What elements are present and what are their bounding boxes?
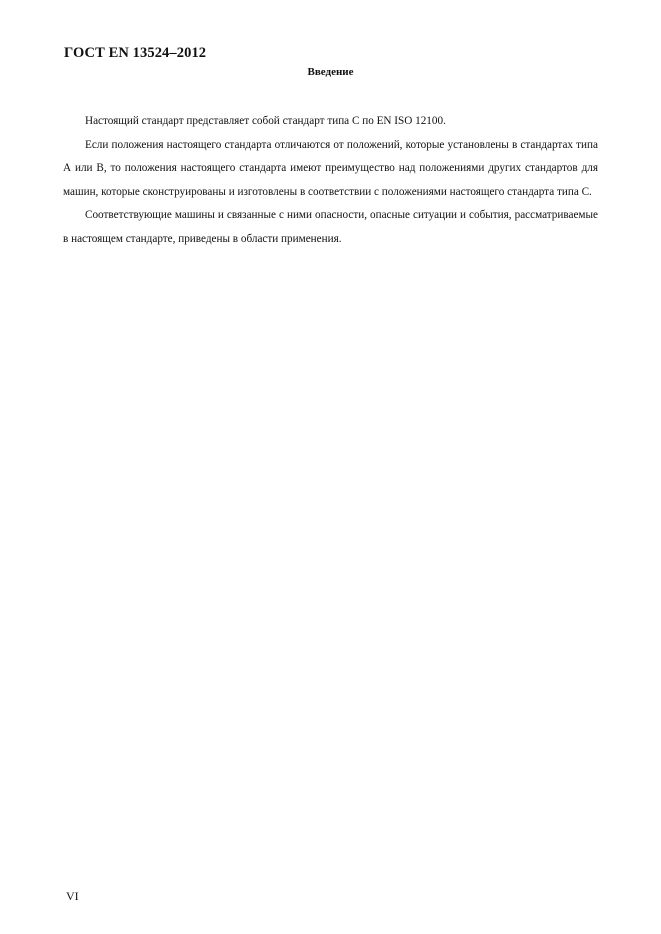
document-code: ГОСТ EN 13524–2012 <box>64 45 207 61</box>
paragraph-scope-reference: Соответствующие машины и связанные с ними опасности, опасные ситуации и события, рассматриваемые в настоящем стандарте, приведены в области применения. <box>63 209 598 245</box>
body-text <box>63 110 598 251</box>
paragraph-precedence: Если положения настоящего стандарта отличаются от положений, которые установлены в стандартах типа А или В, то положения настоящего стандарта имеют преимущество над положениями других стандартов для машин, которые сконструированы и изготовлены в соответствии с положениями настоящего стандарта типа С. <box>63 138 598 198</box>
section-title: Введение <box>307 66 354 78</box>
page-number: VI <box>66 889 79 903</box>
paragraph-standard-type: Настоящий стандарт представляет собой стандарт типа С по EN ISO 12100. <box>85 115 446 127</box>
